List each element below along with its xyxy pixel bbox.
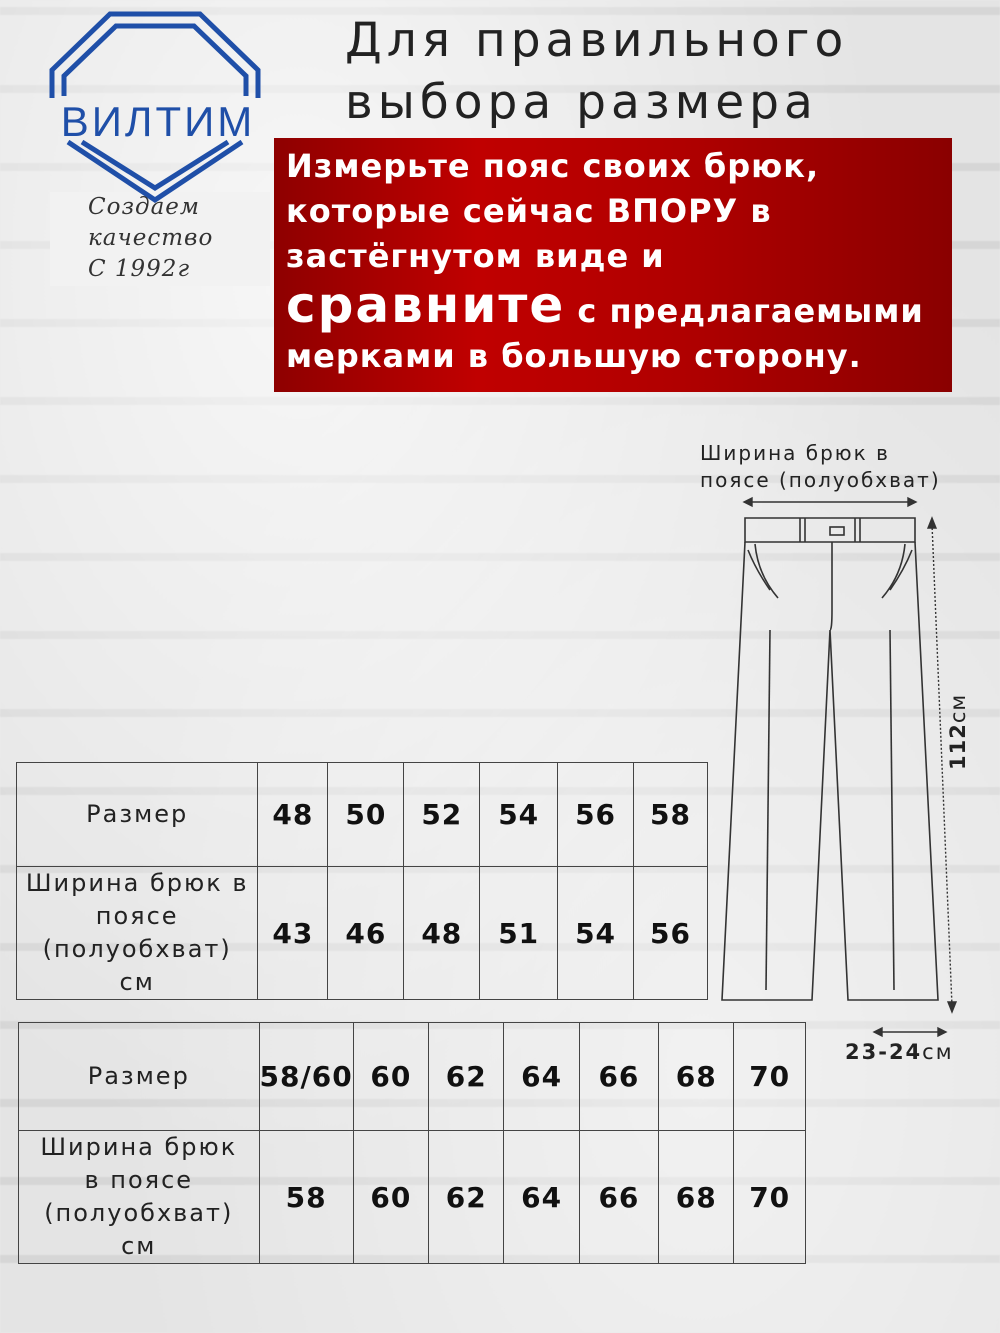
width-cell: 51 — [480, 867, 558, 1000]
size-table-2 — [18, 1022, 806, 1264]
size-label-cell: Размер — [17, 763, 258, 867]
size-cell: 60 — [353, 1023, 428, 1131]
size-cell: 62 — [429, 1023, 504, 1131]
hem-value: 23-24 — [845, 1040, 923, 1064]
size-table-1 — [16, 762, 708, 1000]
width-label-cell — [17, 867, 258, 1000]
size-cell: 58 — [634, 763, 708, 867]
brand-tagline — [88, 192, 268, 285]
size-cell: 66 — [579, 1023, 658, 1131]
width-cell: 66 — [579, 1131, 658, 1264]
size-cell: 58/60 — [259, 1023, 353, 1131]
waist-label-line: Ширина брюк в — [700, 441, 890, 465]
width-cell: 54 — [558, 867, 634, 1000]
width-cell: 68 — [659, 1131, 734, 1264]
width-label-line: поясе — [95, 902, 179, 930]
width-label-line: в поясе — [84, 1166, 194, 1194]
size-cell: 68 — [659, 1023, 734, 1131]
waist-measure-label — [700, 440, 960, 494]
pants-diagram — [700, 490, 970, 1050]
width-cell: 48 — [404, 867, 480, 1000]
width-cell: 46 — [328, 867, 404, 1000]
width-cell: 58 — [259, 1131, 353, 1264]
instruction-banner — [274, 138, 952, 392]
length-measure-label — [946, 694, 970, 770]
width-cell: 60 — [353, 1131, 428, 1264]
size-cell: 64 — [504, 1023, 579, 1131]
instruction-line: которые сейчас ВПОРУ в — [286, 192, 772, 230]
instruction-line-rest: с предлагаемыми — [577, 292, 924, 330]
width-label-line: см — [121, 1232, 157, 1260]
width-cell: 70 — [734, 1131, 806, 1264]
brand-name: ВИЛТИМ — [60, 98, 256, 145]
table-row — [19, 1131, 806, 1264]
instruction-line: застёгнутом виде и — [286, 237, 665, 275]
width-label-line: Ширина брюк — [40, 1133, 238, 1161]
page-title — [345, 10, 985, 134]
table-row — [19, 1023, 806, 1131]
width-label-line: см — [119, 968, 155, 996]
instruction-line — [286, 276, 940, 334]
size-cell: 48 — [258, 763, 328, 867]
tagline-line: качество — [88, 225, 214, 251]
size-cell: 70 — [734, 1023, 806, 1131]
width-label-line: (полуобхват) — [44, 1199, 234, 1227]
instruction-line: мерками в большую сторону. — [286, 337, 862, 375]
table-row — [17, 763, 708, 867]
width-label-cell — [19, 1131, 260, 1264]
width-cell: 64 — [504, 1131, 579, 1264]
tagline-line: Создаем — [88, 194, 200, 220]
width-cell: 62 — [429, 1131, 504, 1264]
tagline-line: С 1992г — [88, 256, 191, 282]
table-row — [17, 867, 708, 1000]
width-label-line: (полуобхват) — [42, 935, 232, 963]
title-line: Для правильного — [345, 13, 849, 68]
size-cell: 56 — [558, 763, 634, 867]
size-cell: 50 — [328, 763, 404, 867]
instruction-line: Измерьте пояс своих брюк, — [286, 147, 820, 185]
size-label-cell: Размер — [19, 1023, 260, 1131]
instruction-emphasis: сравните — [286, 276, 566, 334]
length-value: 112 — [946, 723, 970, 770]
length-unit: см — [946, 693, 970, 724]
waist-label-line: поясе (полуобхват) — [700, 468, 941, 492]
width-cell: 43 — [258, 867, 328, 1000]
size-cell: 52 — [404, 763, 480, 867]
title-line: выбора размера — [345, 75, 818, 130]
hem-unit: см — [922, 1040, 954, 1064]
width-label-line: Ширина брюк в — [25, 869, 249, 897]
size-cell: 54 — [480, 763, 558, 867]
width-cell: 56 — [634, 867, 708, 1000]
hem-measure-label — [845, 1040, 954, 1064]
